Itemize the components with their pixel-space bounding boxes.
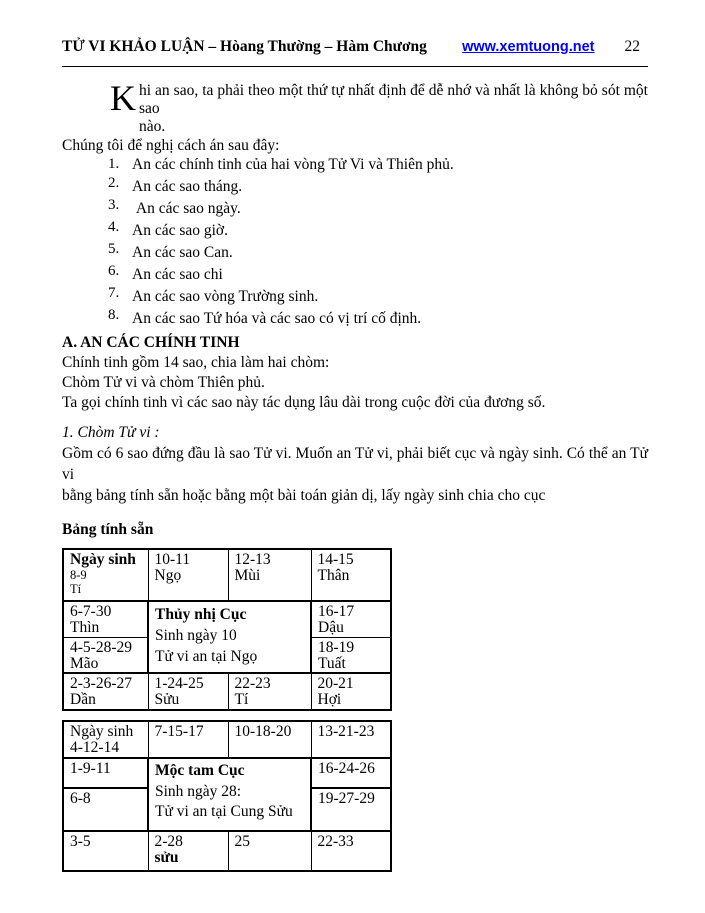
cell-line: Ngày sinh — [70, 723, 134, 740]
cell-line: Dậu — [318, 619, 344, 636]
cell-line: Thủy nhị Cục — [155, 606, 247, 623]
step-item — [108, 156, 648, 178]
cell-line: Tử vi an tại Ngọ — [155, 648, 258, 665]
cell-line: 16-17 — [318, 603, 355, 620]
cell-line: Dần — [70, 691, 96, 708]
cell-line: 2-28 — [154, 833, 183, 850]
step-item — [108, 307, 648, 332]
table2-cell-r4c4 — [311, 831, 391, 871]
cell-line: sửu — [154, 849, 179, 866]
cell-line: Mùi — [234, 567, 261, 584]
cell-line: 22-33 — [317, 833, 354, 850]
cell-line: 18-19 — [318, 638, 355, 656]
cell-line: 20-21 — [317, 675, 354, 692]
step-item — [108, 219, 648, 244]
table1-cell-r3c1 — [63, 637, 148, 673]
cell-line: 2-3-26-27 — [70, 675, 132, 692]
table1-cell-r4c4 — [311, 673, 391, 710]
table1-cell-r4c1 — [63, 673, 148, 710]
cell-line: 1-24-25 — [154, 675, 204, 692]
step-text: An các sao Tứ hóa và các sao có vị trí cố định. — [132, 310, 422, 327]
subsection-body-line: Gồm có 6 sao đứng đầu là sao Tử vi. Muốn an Tử vi, phải biết cục và ngày sinh. Có thể an Tử vi — [62, 445, 648, 483]
cell-line: 3-5 — [70, 833, 91, 850]
step-number: 2. — [108, 175, 120, 191]
cell-line: 6-7-30 — [70, 603, 112, 620]
cell-line: 14-15 — [317, 551, 354, 568]
cell-line: Thân — [317, 567, 350, 584]
cell-line: 10-11 — [154, 551, 191, 568]
cell-line: Sửu — [154, 691, 180, 708]
cell-line: Sinh ngày 10 — [155, 627, 237, 644]
step-number: 5. — [108, 241, 120, 257]
section-a-heading: A. AN CÁC CHÍNH TINH — [62, 334, 240, 351]
cell-line: Sinh ngày 28: — [155, 782, 242, 800]
table2-cell-r3c4 — [311, 788, 391, 831]
cell-line: Ngọ — [154, 567, 182, 584]
page-number: 22 — [624, 38, 640, 55]
table2-cell-r4c3 — [228, 831, 311, 871]
proposal-line: Chúng tôi để nghị cách án sau đây: — [62, 137, 280, 154]
table2-cell-r4c2 — [148, 831, 228, 871]
table1-cell-r2c4 — [311, 601, 391, 637]
step-item — [108, 285, 648, 310]
table2-center-cell — [148, 758, 311, 831]
step-text: An các sao ngày. — [132, 200, 241, 217]
section-a-line: Chính tinh gồm 14 sao, chia làm hai chòm: — [62, 354, 330, 371]
table2-cell-r1c3 — [228, 721, 311, 758]
step-item — [108, 197, 648, 222]
table1-cell-r4c2 — [148, 673, 228, 710]
drop-cap: K — [110, 78, 136, 118]
cell-line: Tí — [70, 582, 82, 596]
table2-cell-r2c1 — [63, 758, 148, 788]
cell-line: 4-12-14 — [70, 739, 120, 756]
birth-table-moc-tam-cuc — [62, 720, 392, 872]
table1-cell-r1c1 — [63, 549, 148, 601]
intro-paragraph — [62, 78, 648, 136]
cell-line: Tí — [234, 691, 249, 708]
step-number: 1. — [108, 156, 120, 172]
table2-cell-r2c4 — [311, 758, 391, 788]
step-number: 3. — [108, 197, 120, 213]
steps-list — [108, 156, 648, 332]
table1-cell-r4c3 — [228, 673, 311, 710]
cell-line: Thìn — [70, 619, 100, 636]
step-item — [108, 175, 648, 200]
step-text: An các sao giờ. — [132, 222, 228, 239]
cell-line: 7-15-17 — [154, 723, 204, 740]
website-link[interactable]: www.xemtuong.net — [462, 39, 595, 55]
step-text: An các sao Can. — [132, 244, 233, 261]
step-number: 6. — [108, 263, 120, 279]
section-a-line: Chòm Tử vi và chòm Thiên phủ. — [62, 374, 265, 391]
table1-center-cell — [148, 601, 311, 673]
table2-cell-r3c1 — [63, 788, 148, 831]
step-text: An các chính tinh của hai vòng Tử Vi và Thiên phủ. — [132, 156, 454, 173]
cell-line: 4-5-28-29 — [70, 638, 132, 656]
step-item — [108, 241, 648, 266]
table2-cell-r1c1 — [63, 721, 148, 758]
subsection-body-line: bằng bảng tính sẵn hoặc bằng một bài toán giản dị, lấy ngày sinh chia cho cục — [62, 487, 546, 504]
step-text: An các sao vòng Trường sinh. — [132, 288, 319, 305]
cell-line: 16-24-26 — [318, 760, 375, 777]
table1-cell-r1c3 — [228, 549, 311, 601]
step-text: An các sao tháng. — [132, 178, 243, 195]
step-number: 7. — [108, 285, 120, 301]
cell-line: Ngày sinh — [70, 551, 136, 568]
page-header — [62, 38, 648, 67]
cell-line: Tuất — [318, 654, 346, 672]
table2-cell-r1c2 — [148, 721, 228, 758]
cell-line: Hợi — [317, 691, 342, 708]
cell-line: 10-18-20 — [234, 723, 292, 740]
document-title: TỬ VI KHẢO LUẬN – Hòang Thường – Hàm Chương — [62, 38, 427, 55]
cell-line: 12-13 — [234, 551, 271, 568]
cell-line: Tử vi an tại Cung Sửu — [155, 803, 293, 820]
step-number: 8. — [108, 307, 120, 323]
intro-line-2: nào. — [139, 118, 166, 135]
table1-cell-r2c1 — [63, 601, 148, 637]
cell-line: Mão — [70, 654, 99, 672]
table1-cell-r1c2 — [148, 549, 228, 601]
cell-line: 19-27-29 — [318, 790, 375, 807]
cell-line: 13-21-23 — [317, 723, 375, 740]
table-caption: Bảng tính sẵn — [62, 521, 154, 538]
table1-cell-r1c4 — [311, 549, 391, 601]
cell-line: 22-23 — [234, 675, 271, 692]
table2-cell-r1c4 — [311, 721, 391, 758]
subsection-heading: 1. Chòm Tử vi : — [62, 424, 160, 441]
intro-lines — [139, 82, 648, 136]
table1-cell-r3c4 — [311, 637, 391, 673]
step-number: 4. — [108, 219, 120, 235]
cell-line: 25 — [234, 833, 250, 850]
cell-line: 8-9 — [70, 568, 87, 582]
cell-line: Mộc tam Cục — [155, 762, 245, 779]
cell-line: 1-9-11 — [70, 760, 111, 777]
step-text: An các sao chi — [132, 266, 223, 283]
cell-line: 6-8 — [70, 790, 91, 807]
intro-line-1: hi an sao, ta phải theo một thứ tự nhất định để dễ nhớ và nhất là không bỏ sót một sao — [139, 82, 648, 117]
step-item — [108, 263, 648, 288]
birth-table-thuy-nhi-cuc — [62, 548, 392, 711]
section-a-line: Ta gọi chính tinh vì các sao này tác dụng lâu dài trong cuộc đời của đương số. — [62, 394, 546, 411]
table2-cell-r4c1 — [63, 831, 148, 871]
